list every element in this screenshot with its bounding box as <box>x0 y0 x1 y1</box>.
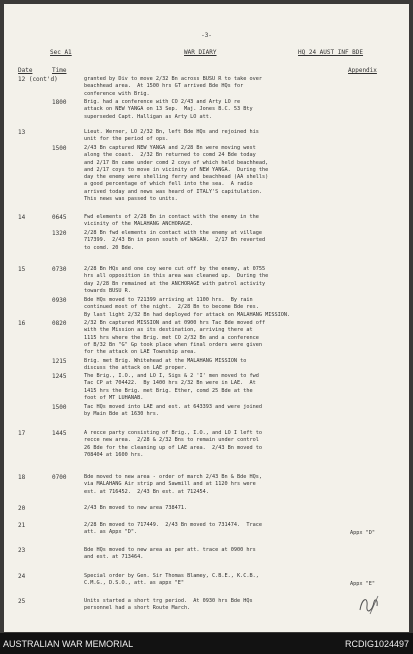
entry-text: The Brig., I.O., and LO I, Sigs & 2 'I' men moved to fwd Tac CP at 704422. By 1400 hrs 2/32 Bn were in LAE. At 1415 hrs the Brig. met Brig. Ether, comd 25 Bde at the foot of MT LUHANAB. <box>84 373 259 401</box>
entry-text: 2/28 Bn fwd elements in contact with the enemy at village 717399. 2/43 Bn in posn south of WAGAN. 2/17 Bn reverted to comd. 20 Bde. <box>84 230 266 251</box>
entry-time: 1245 <box>52 373 67 380</box>
archive-name: AUSTRALIAN WAR MEMORIAL <box>3 639 134 649</box>
entry-date: 14 <box>18 214 26 221</box>
page-number: -3- <box>201 32 212 39</box>
entry-text: 2/32 Bn captured MISSION and at 0900 hrs Tac Bde moved off with the Mission as its destination, arriving there at 1115 hrs where the Brig. met CO 2/32 Bn and a conference of B/32 Bn "G" Gp took place when final orders were given for the attack on LAE Township area. <box>84 320 266 356</box>
entry-date: 12 (cont'd) <box>18 76 58 83</box>
entry-text: Fwd elements of 2/28 Bn in contact with the enemy in the vicinity of the MALAHANG ANCHORAGE. <box>84 214 259 228</box>
entry-time: 0730 <box>52 266 67 273</box>
entry-date: 15 <box>18 266 26 273</box>
entry-date: 20 <box>18 505 26 512</box>
document-title: WAR DIARY <box>184 49 217 56</box>
entry-date: 17 <box>18 430 26 437</box>
entry-date: 16 <box>18 320 26 327</box>
entry-text: Bde HQs moved to new area as per att. trace at 0900 hrs and est. at 713464. <box>84 547 256 561</box>
date-column-header: Date <box>18 67 33 74</box>
unit-code: Sec A1 <box>50 49 72 56</box>
entry-text: Units started a short trg period. At 0930 hrs Bde HQs personnel had a short Route March. <box>84 598 253 612</box>
entry-date: 13 <box>18 129 26 136</box>
archive-footer <box>0 633 413 654</box>
entry-text: 2/28 Bn HQs and one coy were cut off by the enemy, at 0755 hrs all opposition in this area was cleaned up. During the day 2/28 Bn remained at the ANCHORAGE with patrol activity towards BUSU R. <box>84 266 269 294</box>
entry-time: 1445 <box>52 430 67 437</box>
entry-text: A recce party consisting of Brig., I.O., and LO I left to recce new area. 2/28 & 2/32 Bns to remain under control 26 Bde for the cleaning up of LAE area. 2/43 Bn moved to 708404 at 1600 hrs. <box>84 430 263 458</box>
entry-text: 2/43 Bn moved to new area 738471. <box>84 505 188 511</box>
time-column-header: Time <box>52 67 67 74</box>
entry-time: 1215 <box>52 358 67 365</box>
diary-page <box>4 4 409 632</box>
appendix-column-header: Appendix <box>348 67 377 74</box>
entry-date: 23 <box>18 547 26 554</box>
formation-name: HQ 24 AUST INF BDE <box>298 49 364 56</box>
entry-text: Lieut. Werner, LO 2/32 Bn, left Bde HQs and rejoined his unit for the period of ops. <box>84 129 259 143</box>
entry-text: 2/43 Bn captured NEW YANGA and 2/28 Bn were moving west along the coast. 2/32 Bn returned to comd 24 Bde today and 2/17 Bn came under comd 2 coys of which held beachhead, and 2/17 coys to move in vicinity of NEW YANGA. During the day the enemy were shelling ferry and beachhead (AA shells) a good percentage of which fell into the sea. A radio arrived today and news was heard of ITALY'S capitulation. This news was passed to units. <box>84 145 269 203</box>
entry-time: 0700 <box>52 474 67 481</box>
record-id: RCDIG1024497 <box>344 639 409 649</box>
entry-date: 25 <box>18 598 26 605</box>
entry-text: Bde moved to new area - order of march 2/43 Bn & Bde HQs, via MALAHANG Air strip and Sawmill and at 1120 hrs were est. at 716452. 2/43 Bn est. at 712454. <box>84 474 263 495</box>
entry-text: Tac HQs moved into LAE and est. at 643393 and were joined by Main Bde at 1630 hrs. <box>84 404 263 418</box>
entry-time: 1500 <box>52 404 67 411</box>
entry-time: 1320 <box>52 230 67 237</box>
entry-time: 0645 <box>52 214 67 221</box>
entry-time: 1500 <box>52 145 67 152</box>
entry-time: 1800 <box>52 99 67 106</box>
entry-text: 2/28 Bn moved to 717449. 2/43 Bn moved to 731474. Trace att. as Appx "D". <box>84 522 263 536</box>
entry-date: 21 <box>18 522 26 529</box>
entry-text: Special order by Gen. Sir Thomas Blamey, C.B.E., K.C.B., C.M.G., D.S.O., att. as appx "E" <box>84 573 259 587</box>
entry-text: Bde HQs moved to 721399 arriving at 1100 hrs. By rain continued most of the night. 2/28 Bn to become Bde res. By last light 2/32 Bn had deployed for attack on MALAHANG MISSION. <box>84 297 291 318</box>
entry-text: Brig. met Brig. Whitehead at the MALAHANG MISSION to discuss the attack on LAE proper. <box>84 358 247 372</box>
entry-date: 18 <box>18 474 26 481</box>
handwritten-initials-icon <box>356 592 382 618</box>
entry-time: 0930 <box>52 297 67 304</box>
entry-time: 0820 <box>52 320 67 327</box>
entry-appendix: Appx "D" <box>350 530 375 536</box>
entry-appendix: Appx "E" <box>350 581 375 587</box>
entry-text: granted by Div to move 2/32 Bn across BUSU R to take over beachhead area. At 1500 hrs GT arrived Bde HQs for conference with Brig. <box>84 76 263 97</box>
entry-text: Brig. had a conference with CO 2/43 and Arty LO re attack on NEW YANGA on 13 Sep. Maj. Jones B.C. 53 Bty superseded Capt. Halligan as Arty LO att. <box>84 99 253 120</box>
entry-date: 24 <box>18 573 26 580</box>
